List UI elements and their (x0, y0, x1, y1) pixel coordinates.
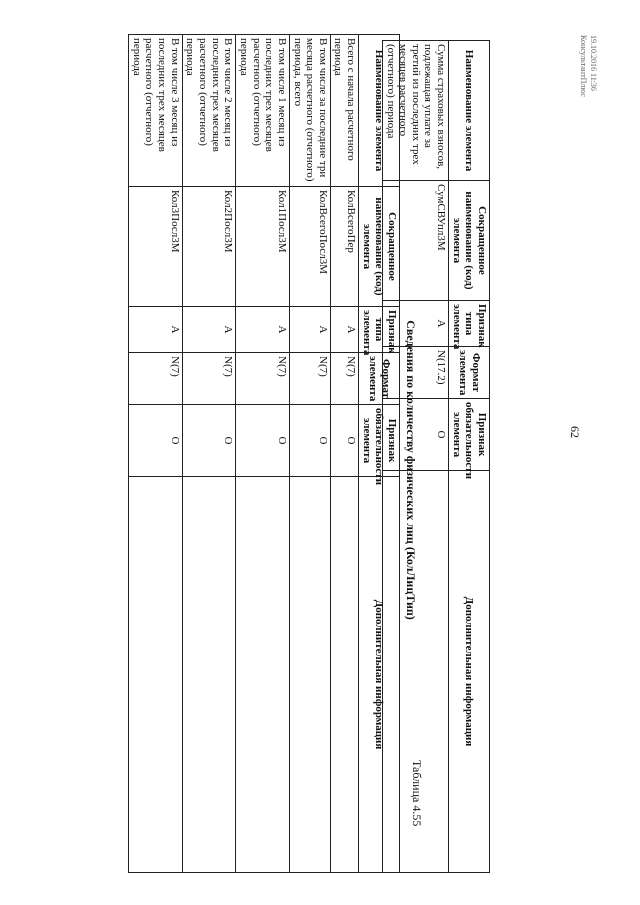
table-header-row (359, 35, 400, 873)
table-row (330, 35, 358, 873)
table-number: Таблица 4.55 (410, 760, 424, 827)
stamp-line-2: КонсультантПлюс (579, 35, 589, 97)
header-required: Признак обязательности элемента (449, 399, 490, 471)
cell-type: А (182, 307, 236, 353)
page-number: 62 (568, 426, 582, 438)
header-format: Формат элемента (359, 353, 400, 405)
cell-format: N(7) (330, 353, 358, 405)
cell-format: N(7) (289, 353, 330, 405)
cell-required: О (182, 405, 236, 477)
header-code: Сокращенное наименование (код) элемента (359, 187, 400, 307)
print-stamp (579, 35, 598, 97)
table-header-row (449, 41, 490, 873)
cell-name: Сумма страховых взносов, подлежащая уплате за третий из последних трех месяцев расчетного (отчетного) периода (382, 41, 448, 181)
cell-code: КолВсегоПер (330, 187, 358, 307)
header-info: Дополнительная информация (449, 471, 490, 873)
cell-info (129, 477, 183, 873)
header-type: Признак типа элемента (359, 307, 400, 353)
cell-format: N(7) (182, 353, 236, 405)
cell-code: СумСВУпл3М (382, 181, 448, 301)
cell-format: N(7) (129, 353, 183, 405)
cell-name: Всего с начала расчетного периода (330, 35, 358, 187)
cell-name: В том числе 2 месяц из последних трех месяцев расчетного (отчетного) периода (182, 35, 236, 187)
stamp-line-1: 19.10.2016 11:36 (589, 35, 598, 91)
cell-code: Кол3Посл3М (129, 187, 183, 307)
cell-code: Кол2Посл3М (182, 187, 236, 307)
table-row (182, 35, 236, 873)
table-row (236, 35, 290, 873)
cell-info (182, 477, 236, 873)
table-2 (128, 34, 400, 873)
header-code: Сокращенное наименование (код) элемента (449, 181, 490, 301)
header-required: Признак обязательности элемента (359, 405, 400, 477)
cell-format: N(7) (236, 353, 290, 405)
cell-format: N(17.2) (382, 347, 448, 399)
table-title: Сведения по количеству физических лиц (КолЛицТип) (404, 320, 418, 620)
header-type: Признак типа элемента (449, 301, 490, 347)
cell-required: О (289, 405, 330, 477)
cell-required: О (129, 405, 183, 477)
cell-type: А (289, 307, 330, 353)
cell-type: А (129, 307, 183, 353)
header-info: Дополнительная информация (359, 477, 400, 873)
cell-type: А (236, 307, 290, 353)
cell-type: А (330, 307, 358, 353)
cell-name: В том числе 3 месяц из последних трех месяцев расчетного (отчетного) периода (129, 35, 183, 187)
cell-name: В том числе 1 месяц из последних трех месяцев расчетного (отчетного) периода (236, 35, 290, 187)
cell-required: О (382, 399, 448, 471)
cell-type: А (382, 301, 448, 347)
table-row (289, 35, 330, 873)
header-name: Наименование элемента (359, 35, 400, 187)
cell-required: О (236, 405, 290, 477)
header-format: Формат элемента (449, 347, 490, 399)
cell-code: Кол1Посл3М (236, 187, 290, 307)
table-row (129, 35, 183, 873)
cell-code: КолВсегоПосл3М (289, 187, 330, 307)
cell-name: В том числе за последние три месяца расчетного (отчетного) периода, всего (289, 35, 330, 187)
header-name: Наименование элемента (449, 41, 490, 181)
cell-info (289, 477, 330, 873)
cell-info (236, 477, 290, 873)
cell-info (330, 477, 358, 873)
cell-required: О (330, 405, 358, 477)
